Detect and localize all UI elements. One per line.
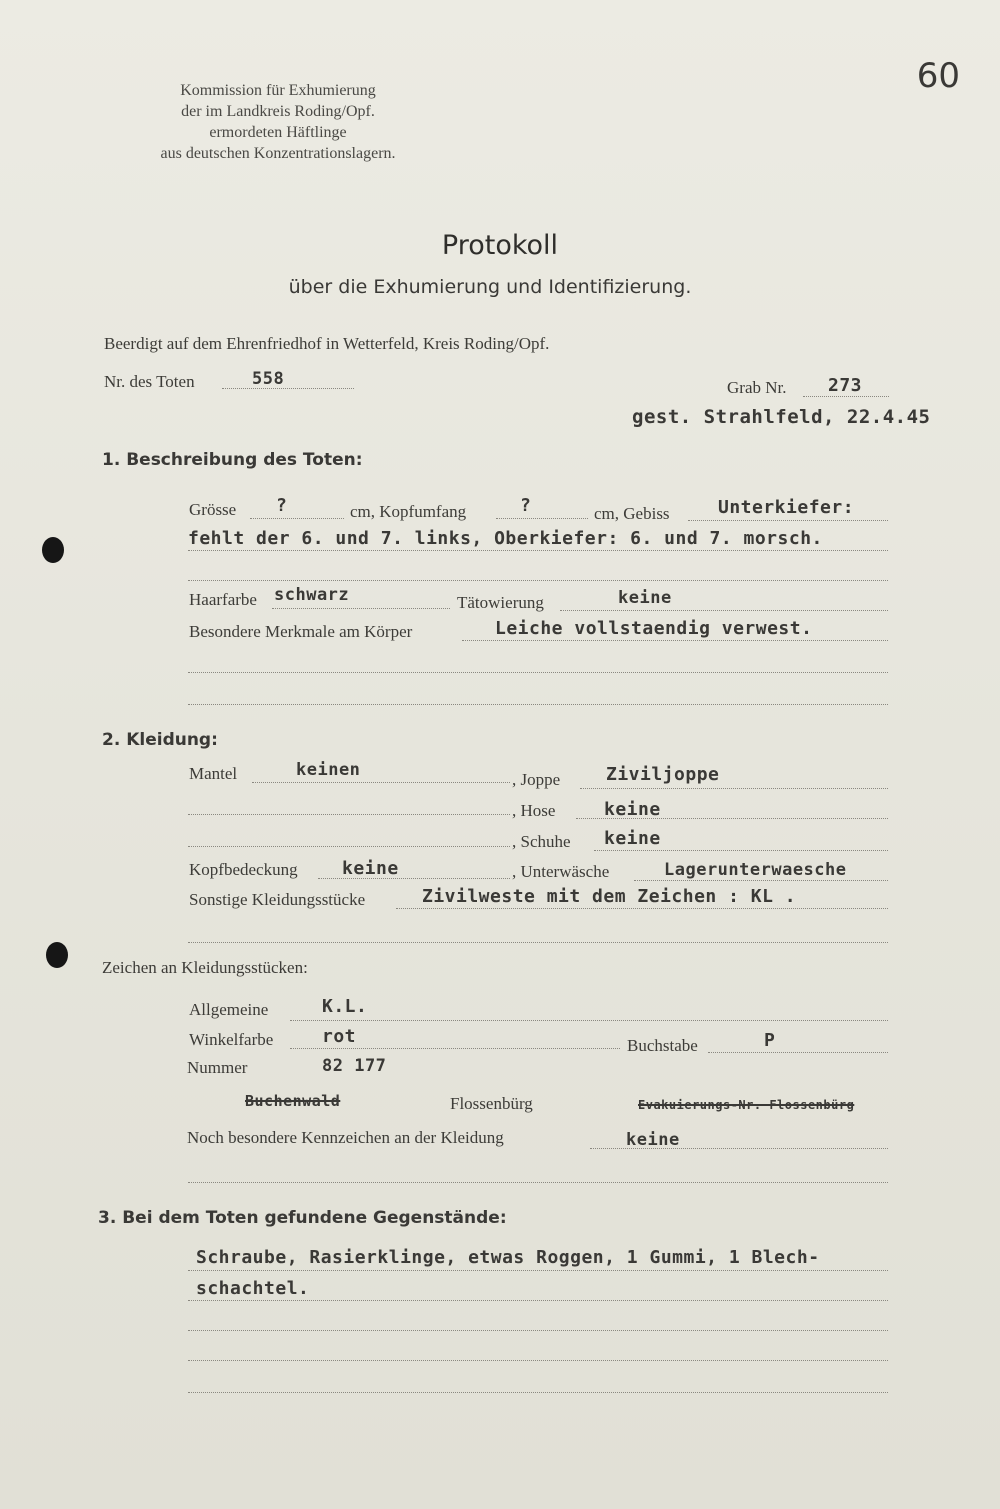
coat-value: keinen [296,760,361,780]
found-items-line-2: schachtel. [196,1278,310,1299]
jacket-value: Ziviljoppe [606,764,720,785]
letter-label: Buchstabe [627,1036,698,1055]
number-value: 82 177 [322,1056,387,1076]
underwear-label: , Unterwäsche [512,862,610,881]
angle-color-label: Winkelfarbe [189,1030,274,1049]
commission-line: der im Landkreis Roding/Opf. [181,103,375,120]
trousers-value: keine [604,799,661,820]
jacket-label: , Joppe [512,770,561,789]
general-label: Allgemeine [189,1000,269,1019]
headgear-value: keine [342,858,399,879]
section-3-heading: 3. Bei dem Toten gefundene Gegenstände: [98,1208,507,1228]
hair-label: Haarfarbe [189,590,257,609]
death-note: gest. Strahlfeld, 22.4.45 [632,406,931,428]
page-number: 60 [916,56,960,96]
page-subtitle: über die Exhumierung und Identifizierung. [288,276,692,298]
camp-struck-left: Buchenwald [245,1092,341,1110]
found-items-line-1: Schraube, Rasierklinge, etwas Roggen, 1 Gummi, 1 Blech- [196,1247,820,1268]
page-title: Protokoll [441,230,559,261]
camp-struck-right: Evakuierungs-Nr. Flossenbürg [638,1098,855,1112]
letter-value: P [764,1030,776,1051]
marks-value: Leiche vollstaendig verwest. [495,618,813,639]
teeth-continuation: fehlt der 6. und 7. links, Oberkiefer: 6. und 7. morsch. [188,528,823,549]
burial-label: Beerdigt auf dem Ehrenfriedhof in Wetterfeld, Kreis Roding/Opf. [104,334,550,353]
punch-hole-icon [46,942,68,968]
other-clothing-value: Zivilweste mit dem Zeichen : KL . [422,886,797,907]
camp-name: Flossenbürg [450,1094,533,1113]
commission-line: ermordeten Häftlinge [209,124,347,141]
head-label: cm, Kopfumfang [350,502,467,521]
teeth-value: Unterkiefer: [718,497,855,518]
tattoo-value: keine [618,588,672,608]
headgear-label: Kopfbedeckung [189,860,298,879]
commission-line: Kommission für Exhumierung [180,82,376,99]
teeth-label: cm, Gebiss [594,504,670,523]
commission-header [118,80,438,164]
height-value: ? [276,495,288,516]
head-value: ? [520,495,532,516]
shoes-label: , Schuhe [512,832,571,851]
hair-value: schwarz [274,585,350,605]
shoes-value: keine [604,828,661,849]
underwear-value: Lagerunterwaesche [664,860,847,880]
other-marks-value: keine [626,1130,680,1150]
trousers-label: , Hose [512,801,556,820]
marks-label: Besondere Merkmale am Körper [189,622,413,641]
tattoo-label: Tätowierung [457,593,544,612]
coat-label: Mantel [189,764,238,783]
section-1-heading: 1. Beschreibung des Toten: [102,450,363,470]
commission-line: aus deutschen Konzentrationslagern. [160,145,396,162]
number-label: Nummer [187,1058,248,1077]
angle-color-value: rot [322,1026,357,1047]
dead-no-value: 558 [252,369,285,389]
section-2-heading: 2. Kleidung: [102,730,218,750]
grave-label: Grab Nr. [727,378,787,397]
grave-value: 273 [828,375,863,396]
other-clothing-label: Sonstige Kleidungsstücke [189,890,366,909]
punch-hole-icon [42,537,64,563]
general-value: K.L. [322,996,368,1017]
dead-no-label: Nr. des Toten [104,372,195,391]
height-label: Grösse [189,500,237,519]
marks-heading: Zeichen an Kleidungsstücken: [102,958,308,977]
other-marks-label: Noch besondere Kennzeichen an der Kleidung [187,1128,504,1147]
